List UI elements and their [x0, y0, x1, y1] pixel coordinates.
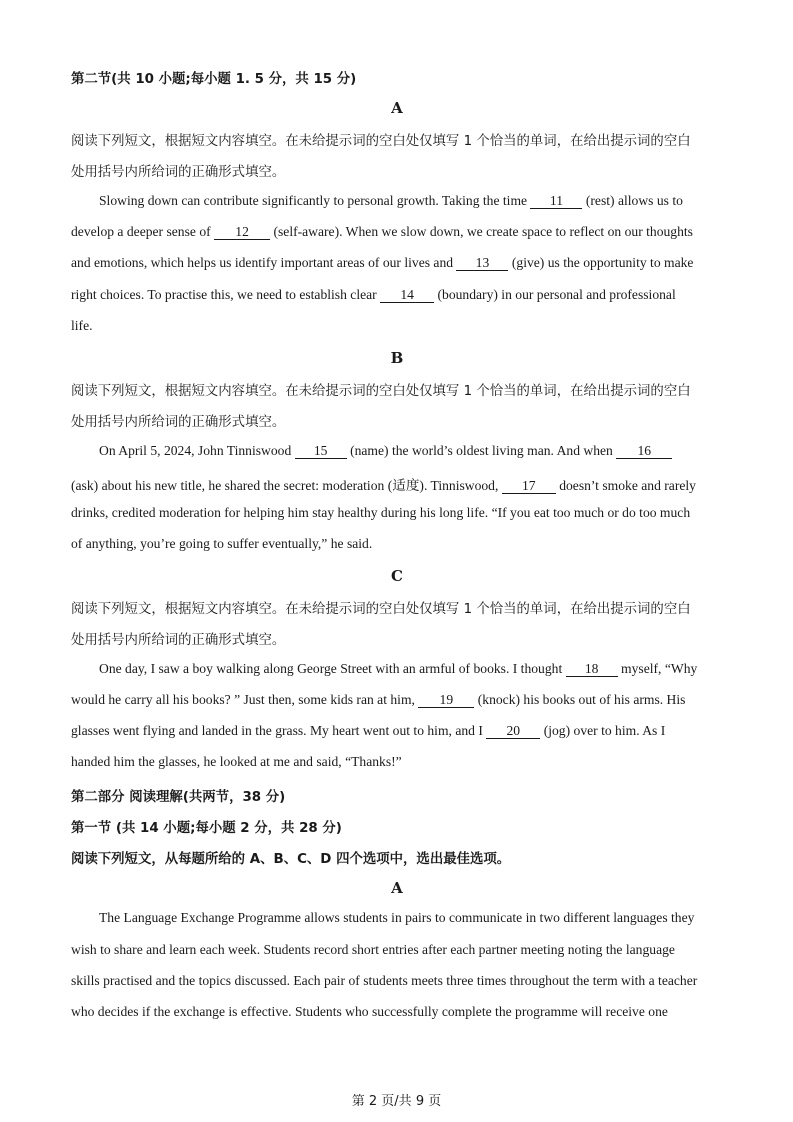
reading-a-line-3: skills practised and the topics discussed. Each pair of students meets three times throughout the term with a teacher	[71, 973, 698, 988]
blank-12: 12	[214, 225, 270, 240]
instruction-line-2: 处用括号内所给词的正确形式填空。	[71, 165, 286, 180]
blank-19: 19	[418, 693, 474, 708]
text: and emotions, which helps us identify important areas of our lives and	[71, 255, 454, 270]
text: (self-aware). When we slow down, we create space to reflect on our thoughts	[273, 224, 693, 239]
passage-b-line-3: drinks, credited moderation for helping him stay healthy during his long life. “If you eat too much or do too much	[71, 505, 691, 520]
text: On April 5, 2024, John Tinniswood	[99, 443, 292, 458]
instruction-line-1: 阅读下列短文，根据短文内容填空。在未给提示词的空白处仅填写 1 个恰当的单词，在给出提示词的空白	[71, 384, 691, 399]
passage-b-label: B	[390, 349, 404, 367]
reading-a-line-1: The Language Exchange Programme allows students in pairs to communicate in two different languages they	[99, 910, 695, 925]
passage-a-label: A	[391, 99, 403, 117]
text: One day, I saw a boy walking along George Street with an armful of books. I thought	[99, 661, 563, 676]
blank-11: 11	[530, 194, 582, 209]
reading-a-label: A	[391, 879, 403, 897]
passage-b-line-1	[71, 443, 723, 459]
text: would he carry all his books? ” Just then, some kids ran at him,	[71, 692, 415, 707]
passage-a-line-2	[71, 224, 723, 240]
passage-a-line-3	[71, 255, 723, 271]
instruction-line-1: 阅读下列短文，根据短文内容填空。在未给提示词的空白处仅填写 1 个恰当的单词，在给出提示词的空白	[71, 134, 691, 149]
blank-14: 14	[380, 288, 434, 303]
blank-16: 16	[616, 444, 672, 459]
text: (jog) over to him. As I	[543, 723, 666, 738]
section1-header: 第一节 (共 14 小题;每小题 2 分，共 28 分)	[71, 821, 342, 836]
blank-13: 13	[456, 256, 508, 271]
passage-a-line-4	[71, 287, 723, 303]
instruction-line-1: 阅读下列短文，根据短文内容填空。在未给提示词的空白处仅填写 1 个恰当的单词，在给出提示词的空白	[71, 602, 691, 617]
passage-c-line-2	[71, 692, 723, 708]
passage-c-label: C	[391, 567, 403, 585]
passage-a-line-5: life.	[71, 318, 93, 333]
instruction-line-2: 处用括号内所给词的正确形式填空。	[71, 633, 286, 648]
text: develop a deeper sense of	[71, 224, 211, 239]
part2-header: 第二部分 阅读理解(共两节，38 分)	[71, 790, 286, 805]
text: (give) us the opportunity to make	[511, 255, 694, 270]
passage-c-line-1	[71, 661, 723, 677]
text: doesn’t smoke and rarely	[559, 478, 696, 493]
blank-15: 15	[295, 444, 347, 459]
text: (knock) his books out of his arms. His	[477, 692, 686, 707]
passage-c-line-3	[71, 723, 723, 739]
reading-a-line-2: wish to share and learn each week. Students record short entries after each partner meeting noting the language	[71, 942, 675, 957]
blank-20: 20	[486, 724, 540, 739]
text: glasses went flying and landed in the grass. My heart went out to him, and I	[71, 723, 483, 738]
reading-a-line-4: who decides if the exchange is effective. Students who successfully complete the programme will receive one	[71, 1004, 668, 1019]
passage-a-line-1	[71, 193, 723, 209]
section1-instruction: 阅读下列短文，从每题所给的 A、B、C、D 四个选项中，选出最佳选项。	[71, 852, 511, 867]
text: Slowing down can contribute significantly to personal growth. Taking the time	[99, 193, 528, 208]
text: (boundary) in our personal and professional	[437, 287, 676, 302]
passage-b-line-4: of anything, you’re going to suffer eventually,” he said.	[71, 536, 373, 551]
section2-header: 第二节(共 10 小题;每小题 1. 5 分，共 15 分)	[71, 72, 357, 87]
blank-18: 18	[566, 662, 618, 677]
page-footer: 第 2 页/共 9 页	[351, 1094, 442, 1109]
passage-c-line-4: handed him the glasses, he looked at me and said, “Thanks!”	[71, 754, 402, 769]
blank-17: 17	[502, 479, 556, 494]
text: (name) the world’s oldest living man. And when	[350, 443, 613, 458]
text: myself, “Why	[621, 661, 698, 676]
instruction-line-2: 处用括号内所给词的正确形式填空。	[71, 415, 286, 430]
text: (ask) about his new title, he shared the secret: moderation (适度). Tinniswood,	[71, 478, 499, 493]
text: right choices. To practise this, we need to establish clear	[71, 287, 377, 302]
text: (rest) allows us to	[585, 193, 683, 208]
passage-b-line-2	[71, 474, 723, 494]
